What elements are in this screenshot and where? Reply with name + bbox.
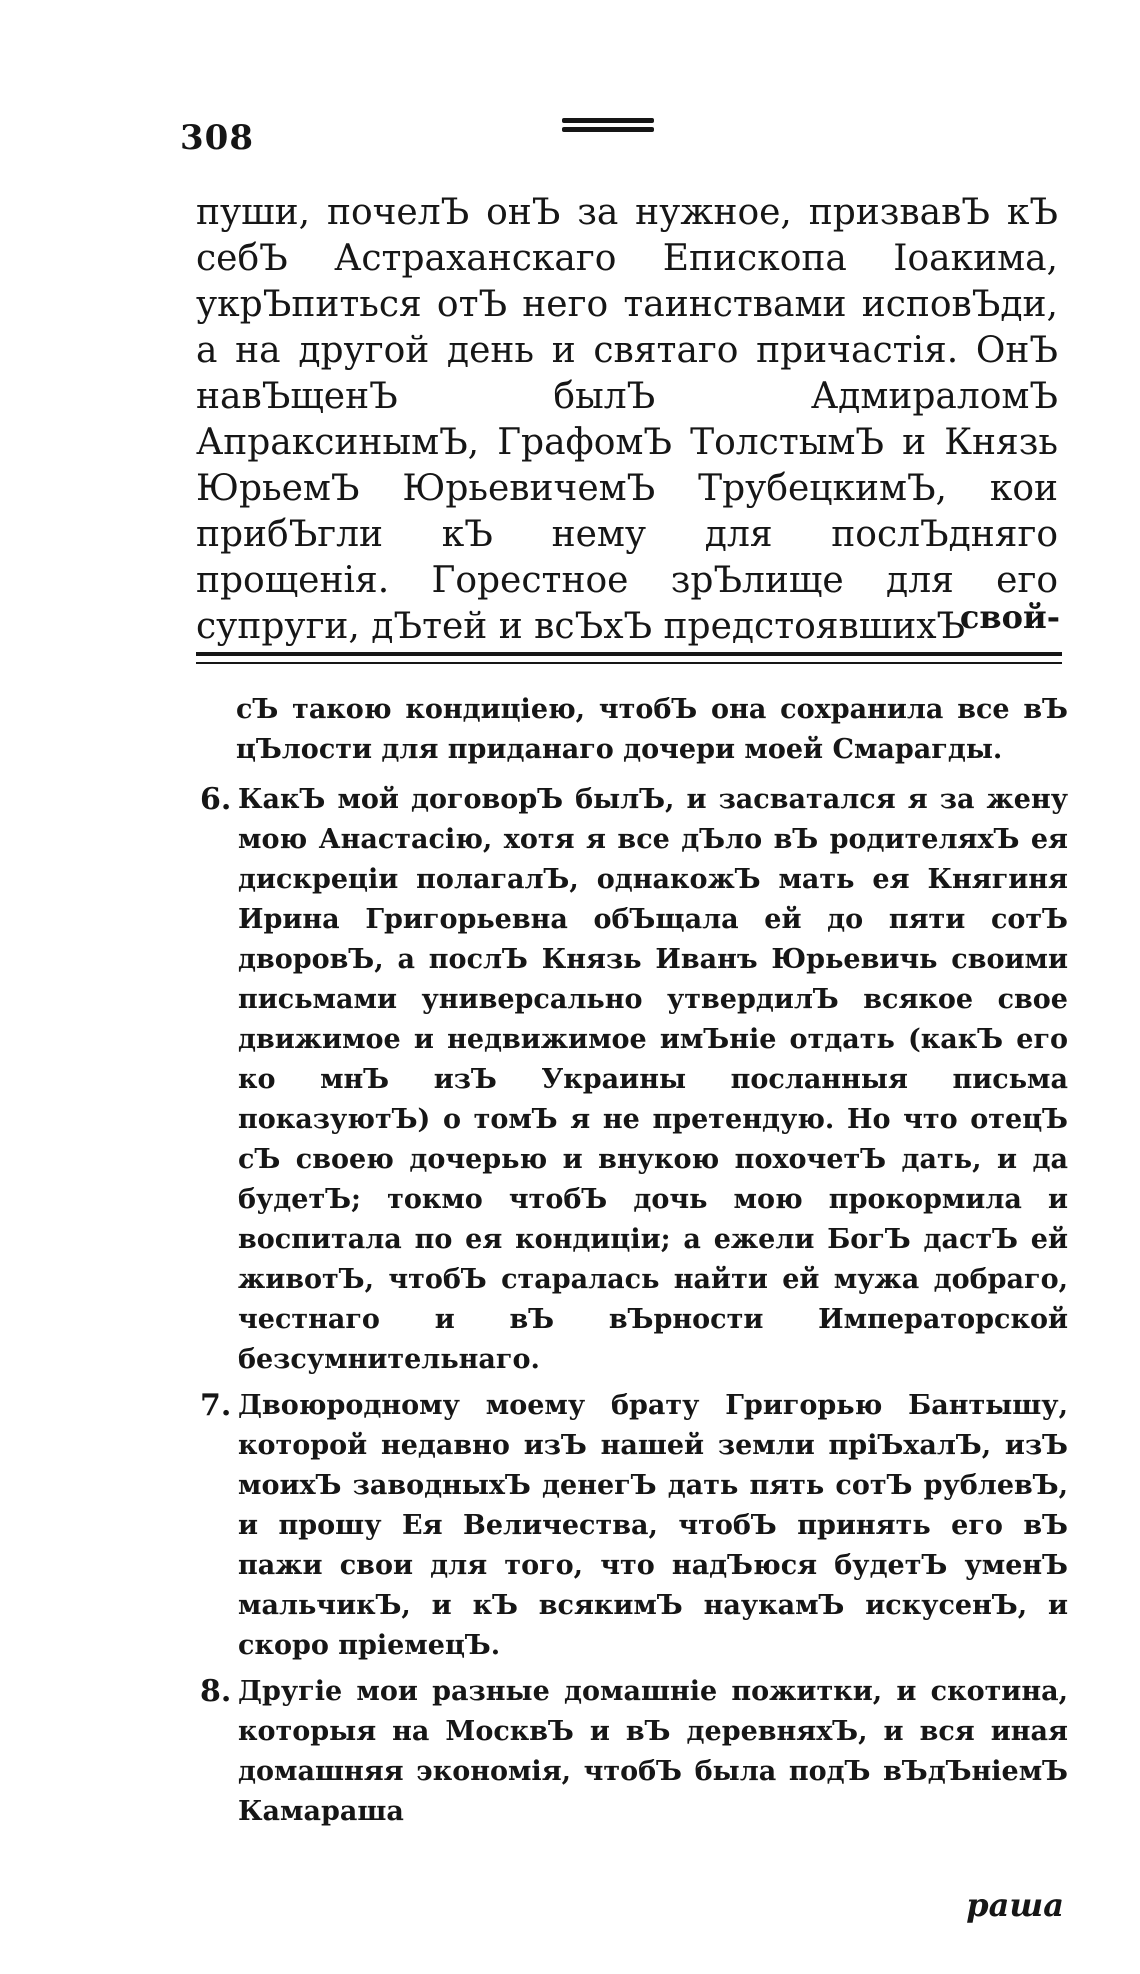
- footnote-text: Двоюродному моему брату Григорью Бантышу, которой недавно изЪ нашей земли пріЪхалЪ, изЪ моихЪ заводныхЪ денегЪ дать пять сотЪ рублевЪ, и прошу Ея Величества, чтобЪ принять его вЪ пажи свои для того, что надЪюся будетЪ уменЪ мальчикЪ, и кЪ всякимЪ наукамЪ искусенЪ, и скоро пріемецЪ.: [238, 1390, 1068, 1661]
- footnote-text: КакЪ мой договорЪ былЪ, и засватался я за жену мою Анастасію, хотя я все дЪло вЪ родителяхЪ ея дискреціи полагалЪ, однакожЪ мать ея Княгиня Ирина Григорьевна обЪщала ей до пяти сотЪ дворовЪ, а послЪ Князь Иванъ Юрьевичь своими письмами универсально утвердилЪ всякое свое движимое и недвижимое имЪніе отдать (какЪ его ко мнЪ изЪ Украины посланныя письма показуютЪ) о томЪ я не претендую. Но что отецЪ сЪ своею дочерью и внукою похочетЪ дать, и да будетЪ; токмо чтобЪ дочь мою прокормила и воспитала по ея кондиціи; а ежели БогЪ дастЪ ей животЪ, чтобЪ старалась найти ей мужа добраго, честнаго и вЪ вЪрности Императорской безсумнительнаго.: [238, 784, 1068, 1375]
- footnote-item: [200, 1386, 1068, 1666]
- footnote-item: [200, 780, 1068, 1380]
- footnote-number: 8.: [200, 1674, 232, 1709]
- main-text: [196, 190, 1058, 650]
- header-ornament: [562, 118, 654, 140]
- page-number: 308: [180, 118, 254, 158]
- footnote-rule: [196, 652, 1062, 664]
- footnote-number: 6.: [200, 782, 232, 817]
- footnote-catchword: раша: [966, 1886, 1064, 1924]
- footnote-continuation: сЪ такою кондиціею, чтобЪ она сохранила все вЪ цЪлости для приданаго дочери моей Смарагды.: [236, 694, 1068, 765]
- footnotes: [200, 690, 1068, 1838]
- main-paragraph: пуши, почелЪ онЪ за нужное, призвавЪ кЪ себЪ Астраханскаго Епископа Іоакима, укрЪпиться отЪ него таинствами исповЪди, а на другой день и святаго причастія. ОнЪ навЪщенЪ былЪ АдмираломЪ АпраксинымЪ, ГрафомЪ ТолстымЪ и Князь ЮрьемЪ ЮрьевичемЪ ТрубецкимЪ, кои прибЪгли кЪ нему для послЪдняго прощенія. Горестное зрЪлище для его супруги, дЪтей и всЪхЪ предстоявшихЪ: [196, 192, 1058, 647]
- catchword: свой-: [959, 598, 1060, 636]
- footnote-item: [200, 1672, 1068, 1832]
- footnote-text: Другіе мои разные домашніе пожитки, и скотина, которыя на МосквЪ и вЪ деревняхЪ, и вся иная домашняя экономія, чтобЪ была подЪ вЪдЪніемЪ Камараша: [238, 1676, 1068, 1827]
- footnote-number: 7.: [200, 1388, 232, 1423]
